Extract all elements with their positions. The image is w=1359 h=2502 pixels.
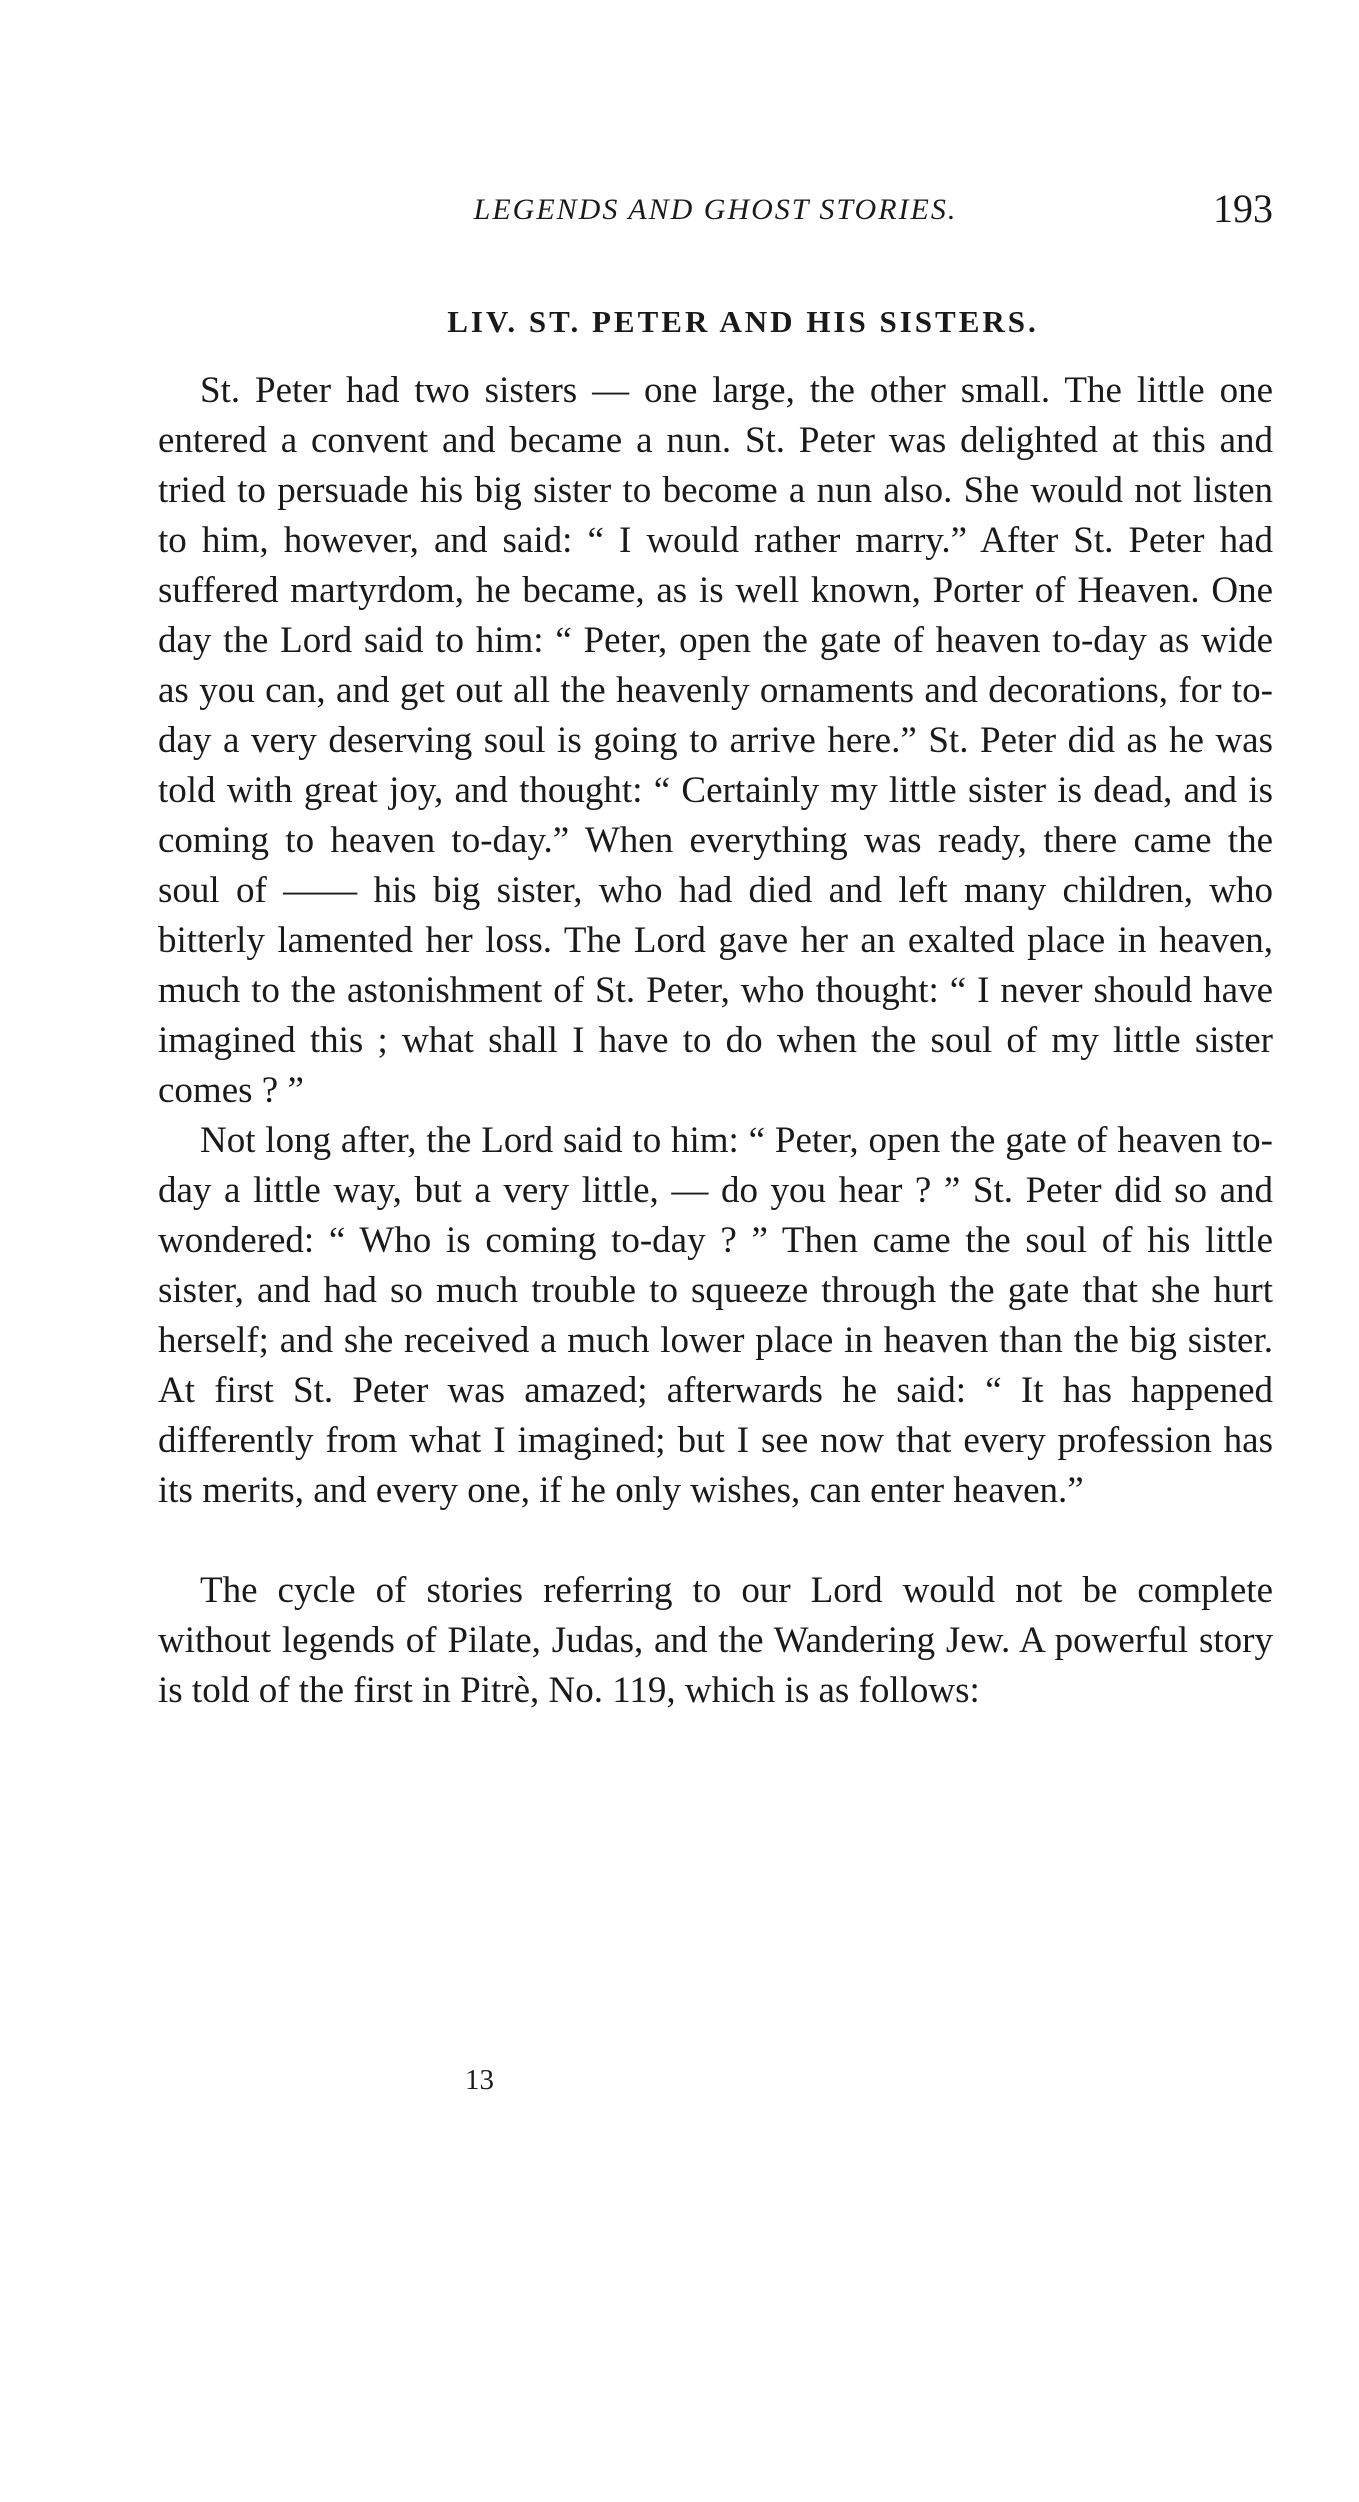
section-numeral: LIV. xyxy=(447,304,519,339)
story-paragraph: St. Peter had two sisters — one large, the other small. The little one entered a convent and became a nun. St. Peter was delighted at this and tried to persuade his big sister to become a nun also. She would not listen to him, however, and said: “ I would rather marry.” After St. Peter had suffered martyrdom, he became, as is well known, Porter of Heaven. One day the Lord said to him: “ Peter, open the gate of heaven to-day as wide as you can, and get out all the heavenly ornaments and decorations, for to-day a very deserving soul is going to arrive here.” St. Peter did as he was told with great joy, and thought: “ Certainly my little sister is dead, and is coming to heaven to-day.” When everything was ready, there came the soul of —— his big sister, who had died and left many children, who bitterly lamented her loss. The Lord gave her an exalted place in heaven, much to the astonishment of St. Peter, who thought: “ I never should have imagined this ; what shall I have to do when the soul of my little sister comes ? ” xyxy=(158,370,1273,1111)
commentary-paragraph: The cycle of stories referring to our Lord would not be complete without legends of Pilate, Judas, and the Wandering Jew. A powerful story is told of the first in Pitrè, No. 119, which is as follows: xyxy=(158,1570,1273,1711)
story-paragraph: Not long after, the Lord said to him: “ Peter, open the gate of heaven to-day a little way, but a very little, — do you hear ? ” St. Peter did so and wondered: “ Who is coming to-day ? ” Then came the soul of his little sister, and had so much trouble to squeeze through the gate that she hurt herself; and she received a much lower place in heaven than the big sister. At first St. Peter was amazed; afterwards he said: “ It has happened differently from what I imagined; but I see now that every profession has its merits, and every one, if he only wishes, can enter heaven.” xyxy=(158,1120,1273,1511)
running-title: LEGENDS AND GHOST STORIES. xyxy=(473,193,958,226)
page-number: 193 xyxy=(1213,186,1273,231)
section-title xyxy=(213,300,1273,344)
signature-mark: 13 xyxy=(465,2064,494,2096)
section-title-rest: AND HIS SISTERS. xyxy=(719,304,1039,339)
page-body xyxy=(158,300,1273,1716)
running-head xyxy=(158,185,1273,245)
paragraph-gap xyxy=(158,1516,1273,1566)
section-title-bold: ST. PETER xyxy=(528,304,711,339)
